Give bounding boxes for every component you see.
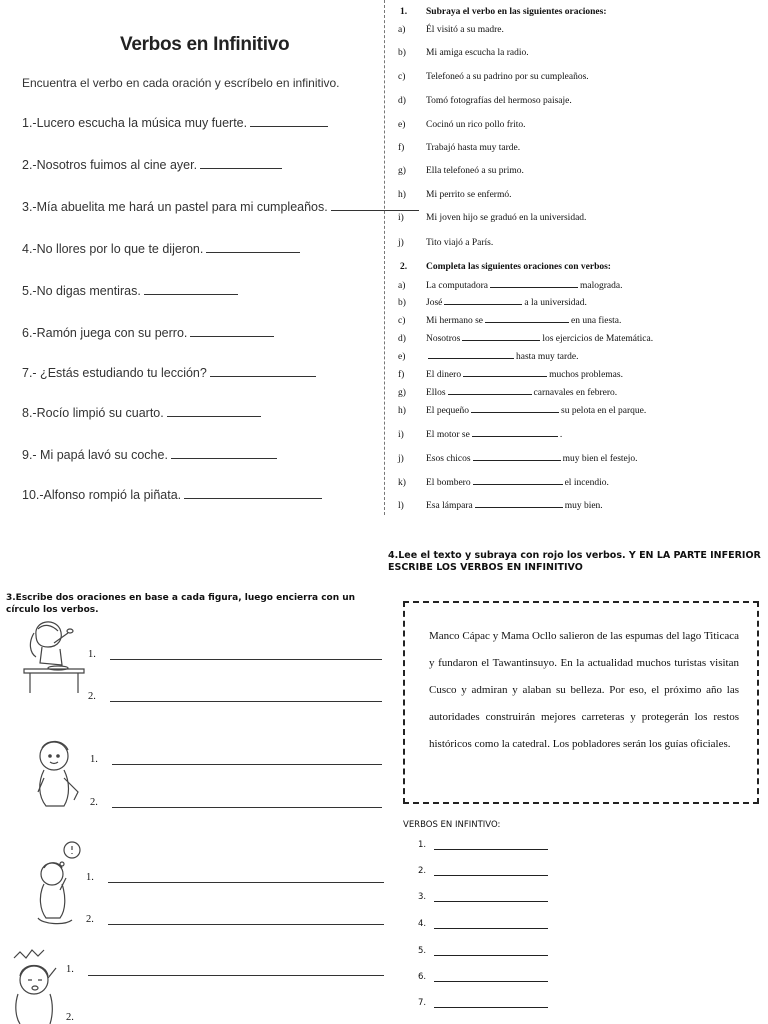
answer-line[interactable] [112, 807, 382, 808]
list-item: g) Ella telefoneó a su primo. [398, 166, 524, 176]
list-item: l) Esa lámpara muy bien. [398, 501, 603, 511]
line-label: 2. [90, 797, 98, 808]
list-item: f) Trabajó hasta muy tarde. [398, 143, 521, 153]
answer-blank[interactable] [210, 366, 316, 377]
child-thinking-illustration [30, 838, 90, 930]
list-item: a) Él visitó a su madre. [398, 25, 504, 35]
answer-blank[interactable] [190, 326, 274, 337]
boy-waving-illustration [28, 734, 92, 814]
verb-row: 2. [418, 866, 426, 876]
answer-line[interactable] [434, 955, 548, 956]
girl-eating-illustration [18, 613, 90, 695]
list-item: 7.- ¿Estás estudiando tu lección? [22, 366, 316, 380]
list-item: b) Mi amiga escucha la radio. [398, 48, 529, 58]
list-item: 3.-Mía abuelita me hará un pastel para mi cumpleaños. [22, 200, 419, 214]
reading-passage: Manco Cápac y Mama Ocllo salieron de las espumas del lago Titicaca y fundaron el Tawantinsuyo. En la actualidad muchos turistas visitan Cusco y admiran y alaban su belleza. Por eso, el próximo año las autoridades construirán mejores carreteras y protegerán los restos históricos como la catedral. Los pobladores serán los guías oficiales. [429, 630, 739, 750]
list-item: 8.-Rocío limpió su cuarto. [22, 406, 261, 420]
answer-blank[interactable] [444, 296, 522, 305]
section1-heading: 1. Subraya el verbo en las siguientes oraciones: [400, 7, 607, 17]
list-item: a) La computadora malograda. [398, 281, 623, 291]
section2-heading: 2. Completa las siguientes oraciones con verbos: [400, 262, 611, 272]
answer-blank[interactable] [485, 314, 569, 323]
answer-blank[interactable] [472, 428, 558, 437]
answer-line[interactable] [108, 882, 384, 883]
answer-blank[interactable] [331, 200, 419, 211]
answer-line[interactable] [434, 981, 548, 982]
line-label: 1. [86, 872, 94, 883]
list-item: 2.-Nosotros fuimos al cine ayer. [22, 158, 282, 172]
answer-line[interactable] [88, 975, 384, 976]
answer-line[interactable] [108, 924, 384, 925]
answer-line[interactable] [434, 849, 548, 850]
list-item: h) Mi perrito se enfermó. [398, 190, 512, 200]
list-item: c) Telefoneó a su padrino por su cumpleaños. [398, 72, 589, 82]
answer-blank[interactable] [448, 386, 532, 395]
answer-blank[interactable] [250, 116, 328, 127]
list-item: j) Tito viajó a París. [398, 238, 494, 248]
list-item: i) Mi joven hijo se graduó en la universidad. [398, 213, 587, 223]
verb-row: 4. [418, 919, 426, 929]
verbs-label: VERBOS EN INFINTIVO: [403, 820, 501, 830]
list-item: k) El bombero el incendio. [398, 478, 609, 488]
list-item: 1.-Lucero escucha la música muy fuerte. [22, 116, 328, 130]
list-item: h) El pequeño su pelota en el parque. [398, 406, 647, 416]
line-label: 1. [66, 964, 74, 975]
answer-line[interactable] [112, 764, 382, 765]
verb-row: 5. [418, 946, 426, 956]
line-label: 2. [86, 914, 94, 925]
line-label: 1. [90, 754, 98, 765]
worksheet-instruction: Encuentra el verbo en cada oración y escríbelo en infinitivo. [22, 76, 340, 90]
answer-line[interactable] [434, 1007, 548, 1008]
answer-blank[interactable] [200, 158, 282, 169]
list-item: j) Esos chicos muy bien el festejo. [398, 454, 638, 464]
answer-blank[interactable] [206, 242, 300, 253]
list-item: 5.-No digas mentiras. [22, 284, 238, 298]
answer-blank[interactable] [462, 332, 540, 341]
reading-passage-box [403, 601, 759, 804]
section3-heading: 3.Escribe dos oraciones en base a cada figura, luego encierra con un círculo los verbos. [6, 593, 356, 615]
verb-row: 7. [418, 998, 426, 1008]
list-item: e) Cocinó un rico pollo frito. [398, 120, 526, 130]
list-item: 9.- Mi papá lavó su coche. [22, 448, 277, 462]
section4-heading: 4.Lee el texto y subraya con rojo los verbos. Y EN LA PARTE INFERIOR ESCRIBE LOS VERBOS EN INFINITIVO [388, 550, 761, 573]
list-item: g) Ellos carnavales en febrero. [398, 388, 618, 398]
answer-line[interactable] [434, 928, 548, 929]
verb-row: 6. [418, 972, 426, 982]
list-item: d) Nosotros los ejercicios de Matemática. [398, 334, 654, 344]
answer-blank[interactable] [473, 476, 563, 485]
answer-blank[interactable] [428, 350, 514, 359]
verb-row: 1. [418, 840, 426, 850]
worksheet-title: Verbos en Infinitivo [120, 34, 290, 55]
answer-blank[interactable] [471, 404, 559, 413]
list-item: 10.-Alfonso rompió la piñata. [22, 488, 322, 502]
answer-blank[interactable] [171, 448, 277, 459]
list-item: i) El motor se . [398, 430, 563, 440]
answer-line[interactable] [434, 875, 548, 876]
list-item: f) El dinero muchos problemas. [398, 370, 623, 380]
answer-line[interactable] [434, 901, 548, 902]
answer-blank[interactable] [463, 368, 547, 377]
column-divider [384, 0, 385, 515]
answer-blank[interactable] [490, 279, 578, 288]
answer-blank[interactable] [473, 452, 561, 461]
answer-blank[interactable] [184, 488, 322, 499]
list-item: 4.-No llores por lo que te dijeron. [22, 242, 300, 256]
list-item: e) hasta muy tarde. [398, 352, 579, 362]
line-label: 2. [88, 691, 96, 702]
girl-waking-illustration [8, 946, 62, 1024]
list-item: d) Tomó fotografías del hermoso paisaje. [398, 96, 572, 106]
answer-blank[interactable] [475, 499, 563, 508]
verb-row: 3. [418, 892, 426, 902]
answer-blank[interactable] [144, 284, 238, 295]
answer-line[interactable] [110, 701, 382, 702]
line-label: 2. [66, 1012, 74, 1023]
answer-blank[interactable] [167, 406, 261, 417]
line-label: 1. [88, 649, 96, 660]
answer-line[interactable] [110, 659, 382, 660]
list-item: 6.-Ramón juega con su perro. [22, 326, 274, 340]
list-item: b) José a la universidad. [398, 298, 587, 308]
list-item: c) Mi hermano se en una fiesta. [398, 316, 622, 326]
